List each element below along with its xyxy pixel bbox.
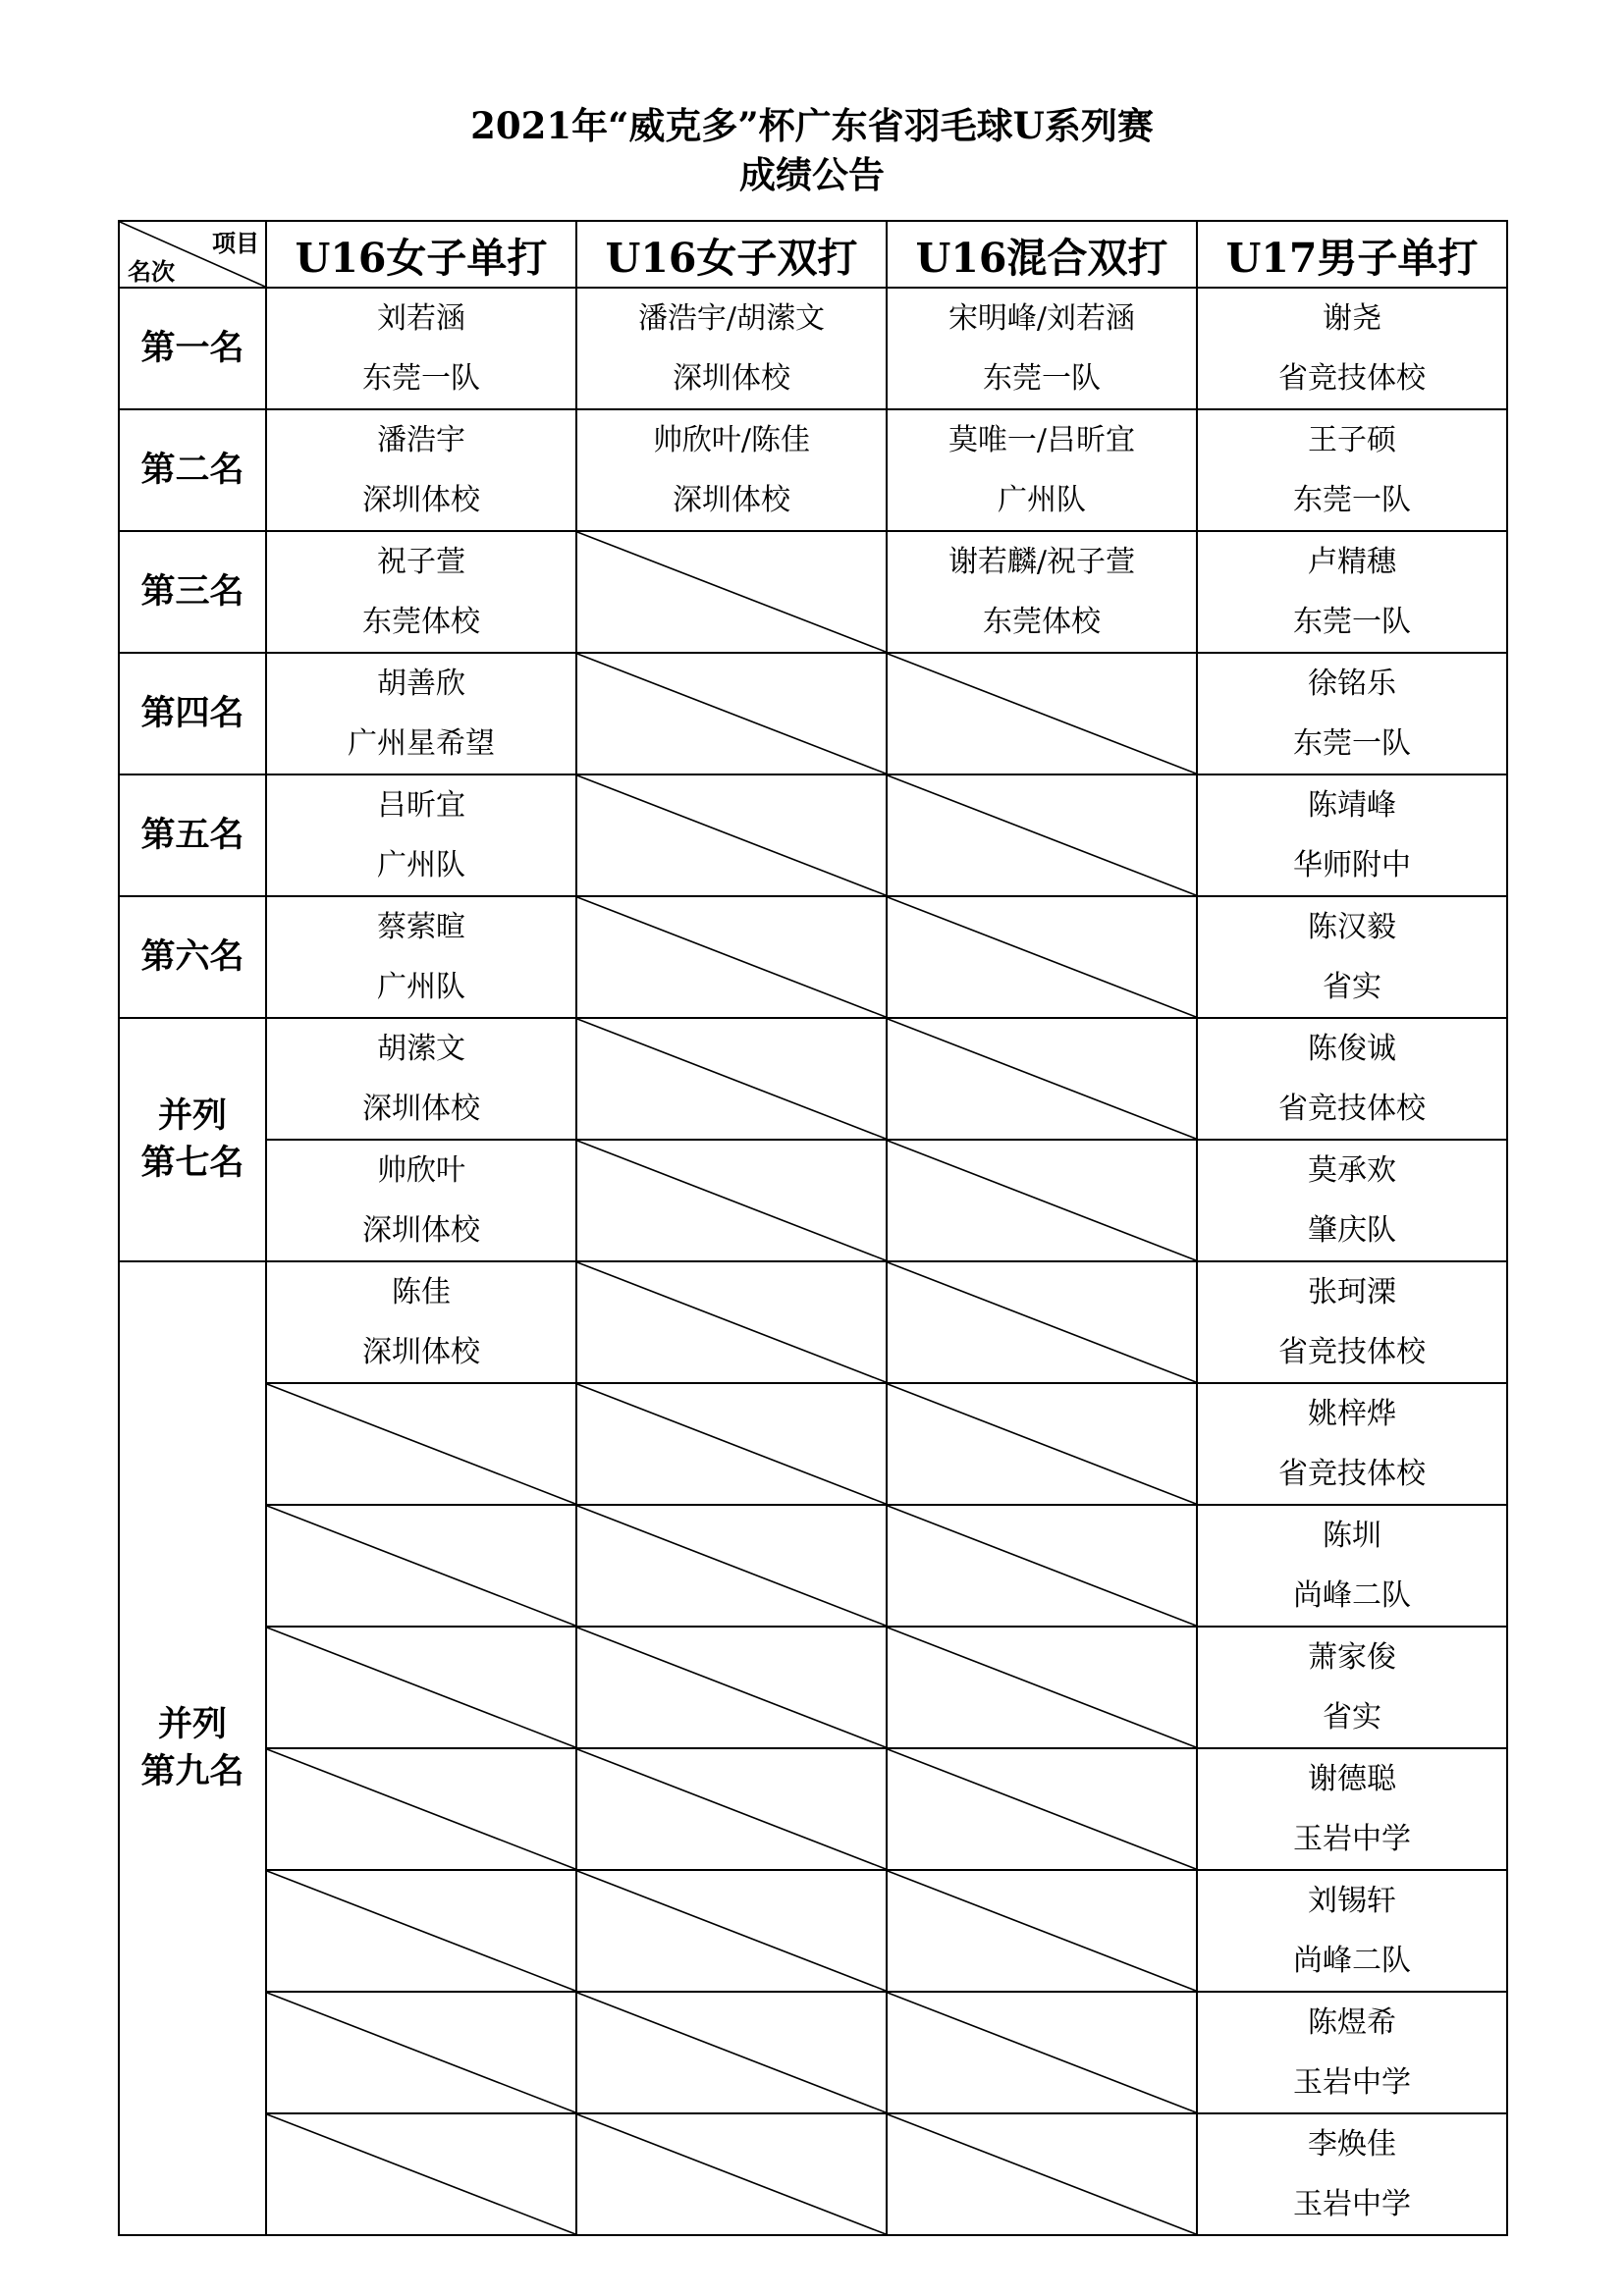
team-name: 广州队: [377, 848, 465, 882]
player-name: 刘若涵: [377, 301, 465, 336]
team-name: 省竞技体校: [1278, 1092, 1426, 1126]
empty-cell-diagonal: [888, 897, 1196, 1017]
document-subtitle: 成绩公告: [739, 153, 885, 196]
empty-cell: [576, 1261, 887, 1383]
team-name: 东莞体校: [983, 605, 1101, 639]
player-name: 姚梓烨: [1308, 1397, 1396, 1431]
empty-cell-diagonal: [888, 654, 1196, 774]
result-row: [119, 1383, 1507, 1505]
team-name: 广州队: [377, 970, 465, 1004]
player-name: 谢尧: [1323, 301, 1381, 336]
team-name: 东莞一队: [983, 361, 1101, 396]
empty-cell-diagonal: [888, 1262, 1196, 1382]
empty-cell: [576, 896, 887, 1018]
empty-cell: [887, 1018, 1197, 1140]
rank-label: 第二名: [140, 450, 244, 490]
result-row: [119, 2113, 1507, 2235]
team-name: 东莞体校: [362, 605, 480, 639]
empty-cell: [887, 1627, 1197, 1748]
result-cell: [266, 1140, 576, 1261]
result-cell: [1197, 1383, 1507, 1505]
result-cell: [1197, 896, 1507, 1018]
empty-cell: [887, 774, 1197, 896]
empty-cell-diagonal: [577, 775, 886, 895]
result-cell: [1197, 288, 1507, 409]
empty-cell: [576, 1140, 887, 1261]
result-cell: [1197, 774, 1507, 896]
empty-cell-diagonal: [577, 1506, 886, 1626]
empty-cell-diagonal: [267, 1506, 575, 1626]
team-name: 深圳体校: [362, 1335, 480, 1369]
empty-cell-diagonal: [267, 1993, 575, 2112]
empty-cell: [887, 653, 1197, 774]
player-name: 王子硕: [1308, 423, 1396, 457]
empty-cell: [887, 1261, 1197, 1383]
empty-cell: [576, 1870, 887, 1992]
result-cell: [1197, 1748, 1507, 1870]
player-name: 谢德聪: [1308, 1762, 1396, 1796]
rank-label: 第六名: [140, 936, 244, 977]
result-cell: [1197, 531, 1507, 653]
team-name: 省竞技体校: [1278, 361, 1426, 396]
player-name: 陈俊诚: [1308, 1032, 1396, 1066]
event-header-u17-boys-singles: U17男子单打: [1197, 221, 1507, 288]
player-name: 张珂溧: [1308, 1275, 1396, 1309]
header-row: [119, 221, 1507, 288]
result-row: [119, 1018, 1507, 1140]
empty-cell: [887, 1992, 1197, 2113]
event-header-u16-mixed-doubles: U16混合双打: [887, 221, 1197, 288]
team-name: 玉岩中学: [1293, 1822, 1411, 1856]
player-name: 宋明峰/刘若涵: [947, 301, 1136, 336]
rank-label: 并列 第七名: [140, 1095, 244, 1183]
result-cell: [266, 288, 576, 409]
team-name: 省竞技体校: [1278, 1335, 1426, 1369]
rank-third: [119, 531, 266, 653]
player-name: 陈汉毅: [1308, 910, 1396, 944]
empty-cell: [266, 1383, 576, 1505]
result-cell: [266, 774, 576, 896]
corner-label-event: 项目: [212, 229, 259, 257]
empty-cell: [266, 1505, 576, 1627]
result-cell: [266, 1018, 576, 1140]
team-name: 玉岩中学: [1293, 2187, 1411, 2221]
player-name: 帅欣叶/陈佳: [652, 423, 811, 457]
player-name: 帅欣叶: [377, 1153, 465, 1188]
team-name: 深圳体校: [673, 361, 790, 396]
empty-cell-diagonal: [577, 1871, 886, 1991]
team-name: 深圳体校: [362, 483, 480, 517]
result-cell: [1197, 409, 1507, 531]
empty-cell-diagonal: [577, 1262, 886, 1382]
team-name: 东莞一队: [1293, 605, 1411, 639]
empty-cell: [576, 774, 887, 896]
empty-cell-diagonal: [888, 1871, 1196, 1991]
player-name: 陈佳: [392, 1275, 451, 1309]
team-name: 省实: [1323, 970, 1381, 1004]
player-name: 潘浩宇/胡潆文: [637, 301, 826, 336]
player-name: 陈靖峰: [1308, 788, 1396, 823]
empty-cell-diagonal: [267, 1749, 575, 1869]
empty-cell: [266, 1870, 576, 1992]
team-name: 东莞一队: [362, 361, 480, 396]
team-name: 华师附中: [1293, 848, 1411, 882]
empty-cell: [887, 1383, 1197, 1505]
empty-cell-diagonal: [577, 1384, 886, 1504]
result-row: [119, 1748, 1507, 1870]
player-name: 蔡萦暄: [377, 910, 465, 944]
result-row: [119, 1140, 1507, 1261]
result-cell: [887, 531, 1197, 653]
result-row: [119, 653, 1507, 774]
result-row: [119, 288, 1507, 409]
rank-label: 并列 第九名: [140, 1704, 244, 1791]
empty-cell: [266, 1627, 576, 1748]
result-cell: [887, 288, 1197, 409]
result-cell: [1197, 1018, 1507, 1140]
player-name: 胡善欣: [377, 667, 465, 701]
player-name: 李焕佳: [1308, 2127, 1396, 2162]
rank-second: [119, 409, 266, 531]
result-row: [119, 531, 1507, 653]
team-name: 省实: [1323, 1700, 1381, 1735]
empty-cell: [887, 1140, 1197, 1261]
empty-cell-diagonal: [577, 1993, 886, 2112]
empty-cell: [266, 1748, 576, 1870]
result-cell: [266, 1261, 576, 1383]
empty-cell: [576, 1992, 887, 2113]
empty-cell-diagonal: [888, 1506, 1196, 1626]
empty-cell-diagonal: [267, 1871, 575, 1991]
corner-label-rank: 名次: [128, 257, 175, 286]
empty-cell: [266, 1992, 576, 2113]
empty-cell: [576, 653, 887, 774]
player-name: 潘浩宇: [377, 423, 465, 457]
team-name: 肇庆队: [1308, 1213, 1396, 1248]
empty-cell-diagonal: [888, 775, 1196, 895]
empty-cell-diagonal: [577, 2114, 886, 2234]
team-name: 东莞一队: [1293, 483, 1411, 517]
player-name: 莫唯一/吕昕宜: [947, 423, 1136, 457]
result-row: [119, 774, 1507, 896]
empty-cell-diagonal: [577, 1141, 886, 1260]
rank-tied-seventh: [119, 1018, 266, 1261]
player-name: 吕昕宜: [377, 788, 465, 823]
empty-cell-diagonal: [577, 897, 886, 1017]
empty-cell-diagonal: [577, 654, 886, 774]
empty-cell: [576, 1748, 887, 1870]
empty-cell-diagonal: [888, 1749, 1196, 1869]
player-name: 卢精穗: [1308, 545, 1396, 579]
player-name: 刘锡轩: [1308, 1884, 1396, 1918]
empty-cell: [887, 896, 1197, 1018]
empty-cell: [266, 2113, 576, 2235]
result-cell: [1197, 1627, 1507, 1748]
team-name: 尚峰二队: [1293, 1578, 1411, 1613]
team-name: 东莞一队: [1293, 726, 1411, 761]
result-cell: [1197, 1870, 1507, 1992]
result-cell: [576, 409, 887, 531]
empty-cell: [576, 1018, 887, 1140]
rank-label: 第四名: [140, 693, 244, 733]
result-cell: [1197, 1992, 1507, 2113]
result-row: [119, 1505, 1507, 1627]
player-name: 萧家俊: [1308, 1640, 1396, 1675]
empty-cell-diagonal: [577, 1019, 886, 1139]
empty-cell: [887, 1870, 1197, 1992]
rank-label: 第三名: [140, 571, 244, 612]
team-name: 广州星希望: [348, 726, 495, 761]
result-row: [119, 1261, 1507, 1383]
empty-cell: [576, 2113, 887, 2235]
result-cell: [1197, 1261, 1507, 1383]
rank-label: 第五名: [140, 815, 244, 855]
player-name: 胡潆文: [377, 1032, 465, 1066]
team-name: 深圳体校: [673, 483, 790, 517]
result-row: [119, 1627, 1507, 1748]
empty-cell: [576, 1627, 887, 1748]
result-cell: [266, 409, 576, 531]
rank-fifth: [119, 774, 266, 896]
player-name: 徐铭乐: [1308, 667, 1396, 701]
empty-cell-diagonal: [888, 1993, 1196, 2112]
player-name: 陈圳: [1323, 1519, 1381, 1553]
player-name: 谢若麟/祝子萱: [947, 545, 1136, 579]
empty-cell-diagonal: [888, 1384, 1196, 1504]
rank-label: 第一名: [140, 328, 244, 368]
empty-cell-diagonal: [267, 2114, 575, 2234]
empty-cell: [887, 2113, 1197, 2235]
empty-cell-diagonal: [577, 1628, 886, 1747]
result-cell: [1197, 653, 1507, 774]
rank-tied-ninth: [119, 1261, 266, 2235]
result-cell: [887, 409, 1197, 531]
player-name: 陈煜希: [1308, 2005, 1396, 2040]
empty-cell-diagonal: [577, 532, 886, 652]
empty-cell-diagonal: [267, 1384, 575, 1504]
empty-cell-diagonal: [888, 1019, 1196, 1139]
result-row: [119, 896, 1507, 1018]
results-table: [118, 220, 1508, 2236]
rank-sixth: [119, 896, 266, 1018]
result-cell: [576, 288, 887, 409]
corner-cell: [119, 221, 266, 288]
result-cell: [1197, 1140, 1507, 1261]
team-name: 广州队: [998, 483, 1086, 517]
rank-fourth: [119, 653, 266, 774]
empty-cell-diagonal: [888, 1628, 1196, 1747]
rank-first: [119, 288, 266, 409]
team-name: 尚峰二队: [1293, 1944, 1411, 1978]
team-name: 省竞技体校: [1278, 1457, 1426, 1491]
player-name: 祝子萱: [377, 545, 465, 579]
result-cell: [1197, 2113, 1507, 2235]
result-cell: [266, 531, 576, 653]
event-header-u16-girls-singles: U16女子单打: [266, 221, 576, 288]
empty-cell: [576, 1505, 887, 1627]
empty-cell-diagonal: [267, 1628, 575, 1747]
empty-cell-diagonal: [888, 2114, 1196, 2234]
result-row: [119, 1992, 1507, 2113]
team-name: 玉岩中学: [1293, 2065, 1411, 2100]
document-title: 2021年“威克多”杯广东省羽毛球U系列赛: [470, 104, 1154, 147]
empty-cell: [887, 1505, 1197, 1627]
empty-cell-diagonal: [577, 1749, 886, 1869]
player-name: 莫承欢: [1308, 1153, 1396, 1188]
result-cell: [266, 896, 576, 1018]
result-row: [119, 1870, 1507, 1992]
empty-cell: [576, 531, 887, 653]
result-row: [119, 409, 1507, 531]
empty-cell: [887, 1748, 1197, 1870]
empty-cell-diagonal: [888, 1141, 1196, 1260]
team-name: 深圳体校: [362, 1213, 480, 1248]
event-header-u16-girls-doubles: U16女子双打: [576, 221, 887, 288]
team-name: 深圳体校: [362, 1092, 480, 1126]
result-cell: [1197, 1505, 1507, 1627]
result-cell: [266, 653, 576, 774]
empty-cell: [576, 1383, 887, 1505]
